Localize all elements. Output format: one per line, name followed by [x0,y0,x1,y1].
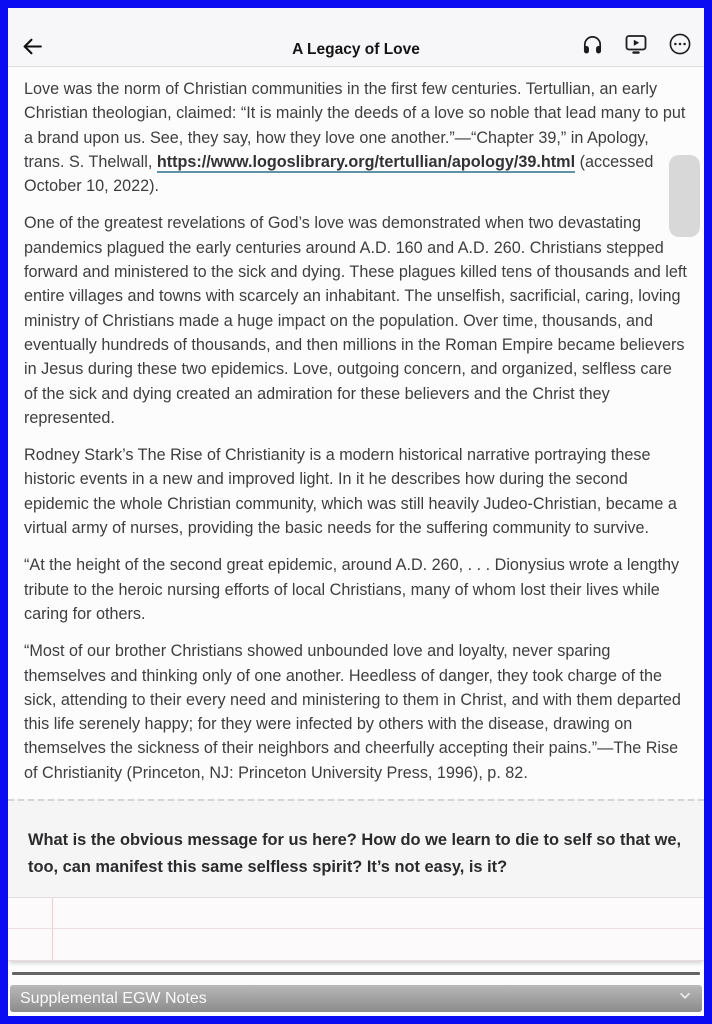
supplemental-egw-notes-bar[interactable] [10,985,702,1012]
paragraph-1 [24,77,688,198]
paragraph-1-text: Love was the norm of Christian communities in the first few centuries. Tertullian, an early Christian theologian, claimed: “It is mainly the deeds of a love so noble that lead many to put a brand upon us. See, they say, how they love one another.”—“Chapter 39,” in Apology, trans. S. Thelwall, [24,80,686,171]
reader-screen [8,8,704,1016]
notes-bar-label: Supplemental EGW Notes [20,989,207,1007]
section-divider [12,972,700,975]
more-options-button[interactable] [668,32,692,56]
paragraph-4: “At the height of the second great epidemic, around A.D. 260, . . . Dionysius wrote a lengthy tribute to the heroic nursing efforts of local Christians, many of whom lost their lives while caring for others. [24,556,680,623]
header-actions [581,32,692,56]
notebook-rule-line [8,928,704,929]
paragraph-2: One of the greatest revelations of God’s love was demonstrated when two devastating pandemics plagued the early centuries around A.D. 160 and A.D. 260. Christians stepped forward and ministered to the sick and dying. These plagues killed tens of thousands and left entire villages and towns with scarcely an inhabitant. The unselfish, sacrificial, caring, loving ministry of Christians made a huge impact on the population. Over time, thousands, and eventually hundreds of thousands, and then millions in the Roman Empire became believers in Jesus during these two epidemics. Love, outgoing concern, and organized, selfless care of the sick and dying created an admiration for these believers and the Christ they represented. [24,214,687,427]
headphones-icon [581,44,604,59]
paragraph-3: Rodney Stark’s The Rise of Christianity is a modern historical narrative portraying these historic events in a new and improved light. In it he describes how during the second epidemic the whole Christian community, which was still heavily Judeo-Christian, became a virtual army of nurses, providing the basic needs for the suffering community to survive. [24,446,677,538]
video-play-icon [624,44,648,59]
paragraph-5: “Most of our brother Christians showed unbounded love and loyalty, never sparing themselves and thinking only of one another. Heedless of danger, they took charge of the sick, attending to their every need and ministering to them in Christ, and with them departed this life serenely happy; for they were infected by others with the disease, drawing on themselves the sickness of their neighbors and cheerfully accepting their pains.”—The Rise of Christianity (Princeton, NJ: Princeton University Press, 1996), p. 82. [24,642,681,782]
tertullian-apology-link[interactable]: https://www.logoslibrary.org/tertullian/apology/39.html [156,152,576,171]
video-button[interactable] [624,32,648,56]
answer-lines-area[interactable] [8,897,704,961]
audio-button[interactable] [581,33,604,56]
ellipsis-circle-icon [668,44,692,59]
question-text: What is the obvious message for us here? How do we learn to die to self so that we, too, can manifest this same selfless spirit? It’s not easy, is it? [28,831,682,877]
chevron-down-icon [678,989,692,1008]
paragraph-1-tail: (accessed October 10, 2022). [24,152,654,196]
question-block [8,799,704,897]
header-bar [8,8,704,67]
document-content [8,67,704,1012]
page-title: A Legacy of Love [292,41,420,58]
notebook-margin-line [52,898,53,960]
